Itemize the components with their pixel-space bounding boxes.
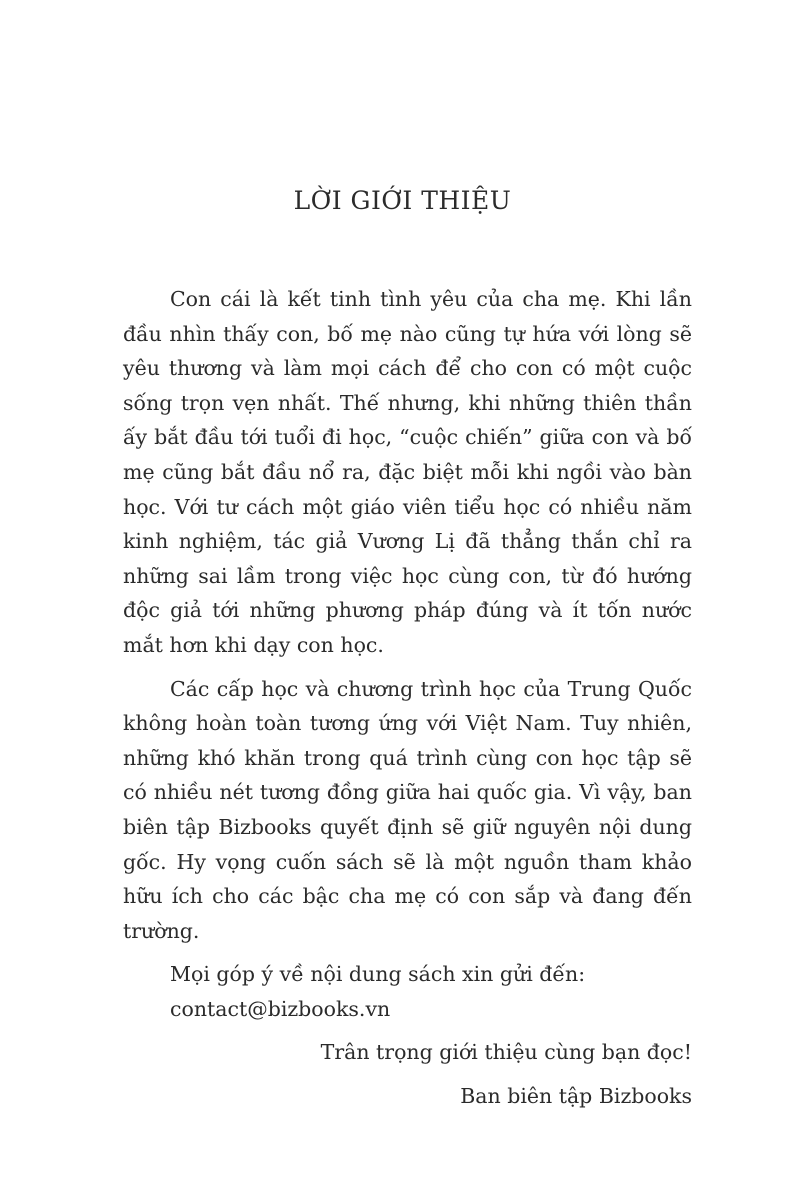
closing-line: Trân trọng giới thiệu cùng bạn đọc! — [320, 1040, 692, 1065]
contact-note — [123, 957, 692, 1026]
signature: Ban biên tập Bizbooks — [460, 1084, 692, 1109]
contact-email: contact@bizbooks.vn — [170, 996, 391, 1021]
body-text — [123, 282, 692, 1123]
paragraph-1: Con cái là kết tinh tình yêu của cha mẹ. Khi lần đầu nhìn thấy con, bố mẹ nào cũng tự hứa với lòng sẽ yêu thương và làm mọi cách để cho con có một cuộc sống trọn vẹn nhất. Thế nhưng, khi những thiên thần ấy bắt đầu tới tuổi đi học, “cuộc chiến” giữa con và bố mẹ cũng bắt đầu nổ ra, đặc biệt mỗi khi ngồi vào bàn học. Với tư cách một giáo viên tiểu học có nhiều năm kinh nghiệm, tác giả Vương Lị đã thẳng thắn chỉ ra những sai lầm trong việc học cùng con, từ đó hướng độc giả tới những phương pháp đúng và ít tốn nước mắt hơn khi dạy con học. — [123, 287, 692, 657]
page-title: LỜI GIỚI THIỆU — [293, 186, 512, 215]
contact-line: Mọi góp ý về nội dung sách xin gửi đến: — [170, 962, 586, 987]
paragraph-2: Các cấp học và chương trình học của Trung Quốc không hoàn toàn tương ứng với Việt Nam. Tuy nhiên, những khó khăn trong quá trình cùng con học tập sẽ có nhiều nét tương đồng giữa hai quốc gia. Vì vậy, ban biên tập Bizbooks quyết định sẽ giữ nguyên nội dung gốc. Hy vọng cuốn sách sẽ là một nguồn tham khảo hữu ích cho các bậc cha mẹ có con sắp và đang đến trường. — [123, 676, 692, 943]
